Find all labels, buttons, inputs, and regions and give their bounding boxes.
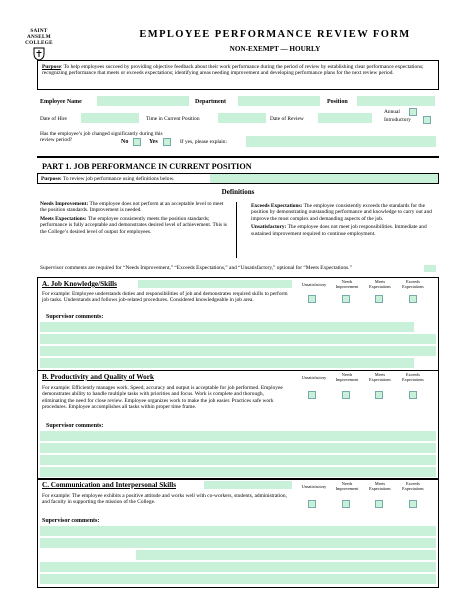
section-c-rating-exceeds: Exceeds Expectations	[402, 481, 424, 491]
exceeds-label: Exceeds Expectations:	[251, 203, 303, 209]
section-b-unsatisfactory-checkbox[interactable]	[308, 391, 316, 399]
section-c-text: For example: The employee exhibits a positive attitude and works well with co-workers, students, administration, and faculty in supporting the mission of the College.	[42, 493, 287, 506]
section-c-rating-unsatisfactory: Unsatisfactory	[301, 484, 327, 489]
section-c-exceeds-checkbox[interactable]	[409, 500, 417, 508]
section-a-comments-label: Supervisor comments:	[46, 314, 104, 320]
section-c-meets-checkbox[interactable]	[375, 500, 383, 508]
section-a-comments-field-3[interactable]	[40, 346, 436, 356]
needs-improvement-label: Needs Improvement:	[40, 201, 89, 207]
employee-name-field[interactable]	[97, 96, 189, 106]
section-a-unsatisfactory-checkbox[interactable]	[308, 295, 316, 303]
time-in-position-field[interactable]	[218, 113, 266, 123]
section-a-rating-unsatisfactory: Unsatisfactory	[301, 282, 327, 287]
unsatisfactory-text: The employee does not meet job responsibilities. Immediate and sustained improvement required to continue employment.	[251, 224, 427, 237]
section-c-comments-field-1[interactable]	[40, 526, 436, 536]
introductory-checkbox[interactable]	[423, 116, 431, 124]
section-b-title: B. Productivity and Quality of Work	[42, 373, 154, 381]
yes-label: Yes	[149, 139, 158, 145]
meets-label: Meets Expectations:	[40, 215, 87, 222]
section-c-title: C. Communication and Interpersonal Skills	[42, 481, 176, 489]
section-a-exceeds-checkbox[interactable]	[409, 295, 417, 303]
purpose-label: Purpose	[42, 64, 61, 70]
section-c-comments-field-5[interactable]	[40, 574, 436, 584]
unsatisfactory-label: Unsatisfactory:	[251, 224, 287, 231]
definitions-right	[251, 203, 437, 237]
no-label: No	[121, 139, 129, 145]
position-label: Position	[327, 99, 348, 105]
exceeds-text: The employee consistently exceeds the standards for the position by demonstrating outstanding performance and knowledge to carry out and improve the most complex and demanding aspects of the job.	[251, 203, 432, 222]
section-c-rating-meets: Meets Expectations	[369, 481, 391, 491]
part1-title: PART 1. JOB PERFORMANCE IN CURRENT POSITION	[42, 162, 252, 171]
meets-text: The employee consistently meets the position standards; performance is fully acceptable and demonstrates desired level of achievement. This is the College’s desired level of output for employees.	[40, 215, 228, 235]
definitions-left	[40, 201, 230, 235]
section-a-rating-needs-improvement: Needs Improvement	[335, 279, 359, 289]
section-a-text: For example: Employee understands duties and responsibilities of job and demonstrates required skills to perform job tasks. Understands and follows job-related procedures. Considered knowledgeable in job area.	[42, 291, 288, 304]
employee-name-label: Employee Name	[40, 99, 82, 105]
section-a-title: A. Job Knowledge/Skills	[42, 280, 117, 288]
needs-improvement-text: The employee does not perform at an acceptable level to meet the position standards. Improvement is needed.	[40, 201, 224, 214]
part1-purpose-label: Purpose:	[41, 176, 62, 182]
form-subtitle: NON-EXEMPT — HOURLY	[229, 45, 321, 53]
date-of-hire-label: Date of Hire	[40, 116, 67, 122]
supervisor-note-fill	[424, 265, 436, 272]
department-field[interactable]	[238, 96, 320, 106]
section-a-comments-field-4[interactable]	[40, 358, 414, 368]
definitions-divider	[236, 202, 237, 258]
section-a-needs-improvement-checkbox[interactable]	[342, 295, 350, 303]
section-b-rating-needs-improvement: Needs Improvement	[335, 372, 359, 382]
section-b-rating-meets: Meets Expectations	[369, 372, 391, 382]
section-c-comments-field-4[interactable]	[40, 562, 436, 572]
date-of-review-field[interactable]	[318, 113, 372, 123]
section-b-meets-checkbox[interactable]	[375, 391, 383, 399]
department-label: Department	[195, 99, 226, 105]
section-c-title-fill	[204, 481, 292, 489]
date-of-review-label: Date of Review	[270, 116, 304, 122]
section-c-comments-label: Supervisor comments:	[42, 518, 100, 524]
section-a-comments-field-2[interactable]	[40, 334, 436, 344]
position-field[interactable]	[357, 96, 435, 106]
part1-divider	[37, 156, 439, 158]
section-a-title-fill	[138, 280, 292, 288]
section-b-exceeds-checkbox[interactable]	[409, 391, 417, 399]
if-yes-label: If yes, please explain:	[180, 139, 227, 145]
annual-label: Annual	[384, 109, 400, 115]
section-c-comments-field-2[interactable]	[40, 538, 436, 548]
section-b-rating-exceeds: Exceeds Expectations	[402, 372, 424, 382]
section-a-comments-field-1[interactable]	[40, 322, 414, 332]
section-b-needs-improvement-checkbox[interactable]	[342, 391, 350, 399]
logo-text: SAINT ANSELM COLLEGE	[25, 28, 53, 46]
part1-purpose-fill	[210, 174, 438, 183]
section-b-comments-field-3[interactable]	[40, 455, 436, 465]
section-b-comments-field-2[interactable]	[40, 443, 436, 453]
section-b-text: For example: Efficiently manages work. Speed, accuracy and output is acceptable for job performed. Employee demonstrates ability to handle multiple tasks with priorities and focus. Work is complete and thorough, eliminating the need for close review. Employee organizes work to make the job easier. Practices safe work procedures. Employee accomplishes all tasks within proper time frame.	[42, 385, 283, 411]
definitions-heading: Definitions	[221, 188, 255, 196]
introductory-label: Introductory	[384, 117, 411, 123]
section-a-rating-meets: Meets Expectations	[369, 279, 391, 289]
section-b-comments-field-4[interactable]	[40, 467, 436, 477]
form-title: EMPLOYEE PERFORMANCE REVIEW FORM	[139, 29, 411, 40]
supervisor-note: Supervisor comments are required for “Needs Improvement,” “Exceeds Expectations,” and “Unsatisfactory,” optional for “Meets Expectations.”	[40, 265, 352, 271]
section-a-meets-checkbox[interactable]	[375, 295, 383, 303]
section-c-comments-field-3[interactable]	[136, 550, 436, 560]
date-of-hire-field[interactable]	[81, 113, 139, 123]
crest-icon	[33, 47, 45, 61]
time-in-position-label: Time in Current Position	[146, 116, 200, 122]
section-c-unsatisfactory-checkbox[interactable]	[308, 500, 316, 508]
section-b-comments-label: Supervisor comments:	[46, 423, 104, 429]
purpose-text: : To help employees succeed by providing objective feedback about their work performance during the period of review by establishing clear performance expectations; recognizing performance that meets or exceeds expectations; identifying areas needing improvement and developing performance plans for the next review period.	[42, 64, 424, 77]
yes-checkbox[interactable]	[163, 138, 171, 146]
section-b-rating-unsatisfactory: Unsatisfactory	[301, 375, 327, 380]
no-checkbox[interactable]	[133, 138, 141, 146]
section-c-needs-improvement-checkbox[interactable]	[342, 500, 350, 508]
section-b-comments-field-1[interactable]	[40, 431, 436, 441]
purpose-box	[37, 60, 439, 90]
section-a-rating-exceeds: Exceeds Expectations	[402, 279, 424, 289]
annual-checkbox[interactable]	[409, 108, 417, 116]
part1-purpose-text: To review job performance using definitions below.	[62, 176, 175, 182]
job-changed-question: Has the employee’s job changed significantly during this review period?	[40, 131, 163, 144]
if-yes-field[interactable]	[246, 136, 436, 147]
section-c-rating-needs-improvement: Needs Improvement	[335, 481, 359, 491]
